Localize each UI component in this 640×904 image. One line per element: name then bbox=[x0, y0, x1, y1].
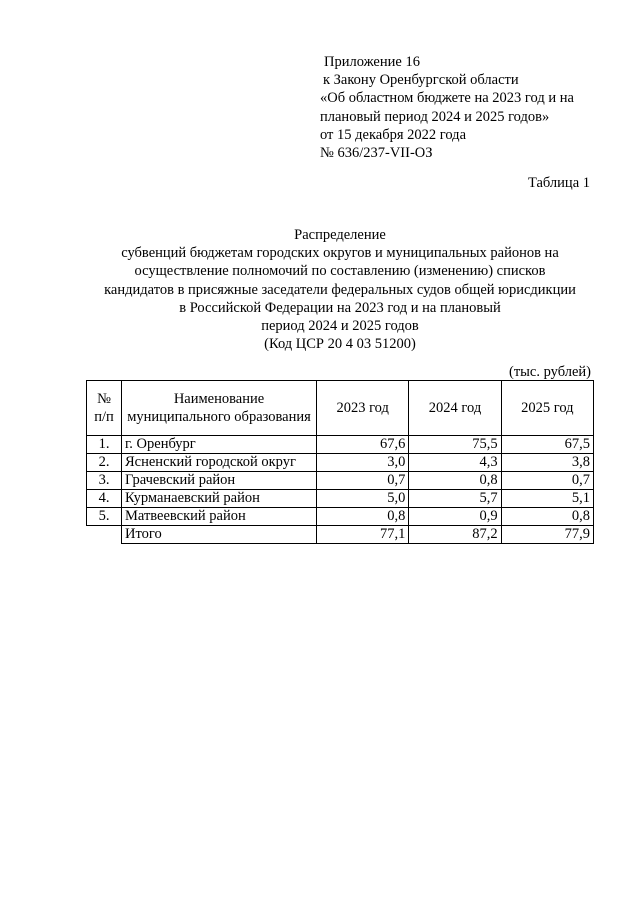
row-name: Грачевский район bbox=[122, 472, 317, 490]
row-2023: 5,0 bbox=[317, 490, 409, 508]
document-title bbox=[40, 226, 640, 353]
title-line: (Код ЦСР 20 4 03 51200) bbox=[264, 336, 416, 353]
row-2024: 0,8 bbox=[409, 472, 501, 490]
header-2024: 2024 год bbox=[409, 381, 501, 436]
row-no: 1. bbox=[87, 436, 122, 454]
header-name: Наименование муниципального образования bbox=[122, 381, 317, 436]
title-line: период 2024 и 2025 годов bbox=[261, 318, 419, 335]
title-line: осуществление полномочий по составлению (изменению) списков bbox=[134, 263, 546, 280]
row-2025: 0,7 bbox=[501, 472, 593, 490]
appendix-line: от 15 декабря 2022 года bbox=[320, 126, 466, 143]
row-2025: 5,1 bbox=[501, 490, 593, 508]
table-row bbox=[87, 436, 594, 454]
total-empty-cell bbox=[87, 526, 122, 544]
total-2024: 87,2 bbox=[409, 526, 501, 544]
row-2024: 0,9 bbox=[409, 508, 501, 526]
units-label: (тыс. рублей) bbox=[509, 364, 591, 380]
row-2025: 3,8 bbox=[501, 454, 593, 472]
appendix-line: «Об областном бюджете на 2023 год и на bbox=[320, 90, 574, 107]
row-no: 4. bbox=[87, 490, 122, 508]
table-row bbox=[87, 508, 594, 526]
appendix-line: плановый период 2024 и 2025 годов» bbox=[320, 108, 550, 125]
title-line: кандидатов в присяжные заседатели федеральных судов общей юрисдикции bbox=[104, 281, 576, 298]
row-2024: 4,3 bbox=[409, 454, 501, 472]
appendix-header bbox=[320, 53, 574, 162]
row-no: 2. bbox=[87, 454, 122, 472]
appendix-line: к Закону Оренбургской области bbox=[323, 72, 519, 89]
row-no: 3. bbox=[87, 472, 122, 490]
row-2024: 5,7 bbox=[409, 490, 501, 508]
appendix-line: № 636/237-VII-ОЗ bbox=[320, 145, 433, 162]
distribution-table bbox=[86, 380, 594, 544]
row-2023: 0,8 bbox=[317, 508, 409, 526]
title-line: субвенций бюджетам городских округов и муниципальных районов на bbox=[121, 245, 559, 262]
table-header-row bbox=[87, 381, 594, 436]
row-2025: 67,5 bbox=[501, 436, 593, 454]
table-number: Таблица 1 bbox=[527, 175, 590, 191]
row-name: Курманаевский район bbox=[122, 490, 317, 508]
total-2025: 77,9 bbox=[501, 526, 593, 544]
header-no: № п/п bbox=[87, 381, 122, 436]
total-row bbox=[87, 526, 594, 544]
total-label: Итого bbox=[122, 526, 317, 544]
row-no: 5. bbox=[87, 508, 122, 526]
table-row bbox=[87, 454, 594, 472]
title-line: Распределение bbox=[294, 227, 386, 243]
header-2025: 2025 год bbox=[501, 381, 593, 436]
header-2023: 2023 год bbox=[317, 381, 409, 436]
table-row bbox=[87, 472, 594, 490]
row-2025: 0,8 bbox=[501, 508, 593, 526]
row-name: Ясненский городской округ bbox=[122, 454, 317, 472]
row-2023: 3,0 bbox=[317, 454, 409, 472]
row-name: Матвеевский район bbox=[122, 508, 317, 526]
row-name: г. Оренбург bbox=[122, 436, 317, 454]
row-2023: 0,7 bbox=[317, 472, 409, 490]
title-line: в Российской Федерации на 2023 год и на плановый bbox=[179, 299, 501, 316]
table-row bbox=[87, 490, 594, 508]
row-2024: 75,5 bbox=[409, 436, 501, 454]
appendix-line: Приложение 16 bbox=[324, 54, 420, 70]
row-2023: 67,6 bbox=[317, 436, 409, 454]
total-2023: 77,1 bbox=[317, 526, 409, 544]
